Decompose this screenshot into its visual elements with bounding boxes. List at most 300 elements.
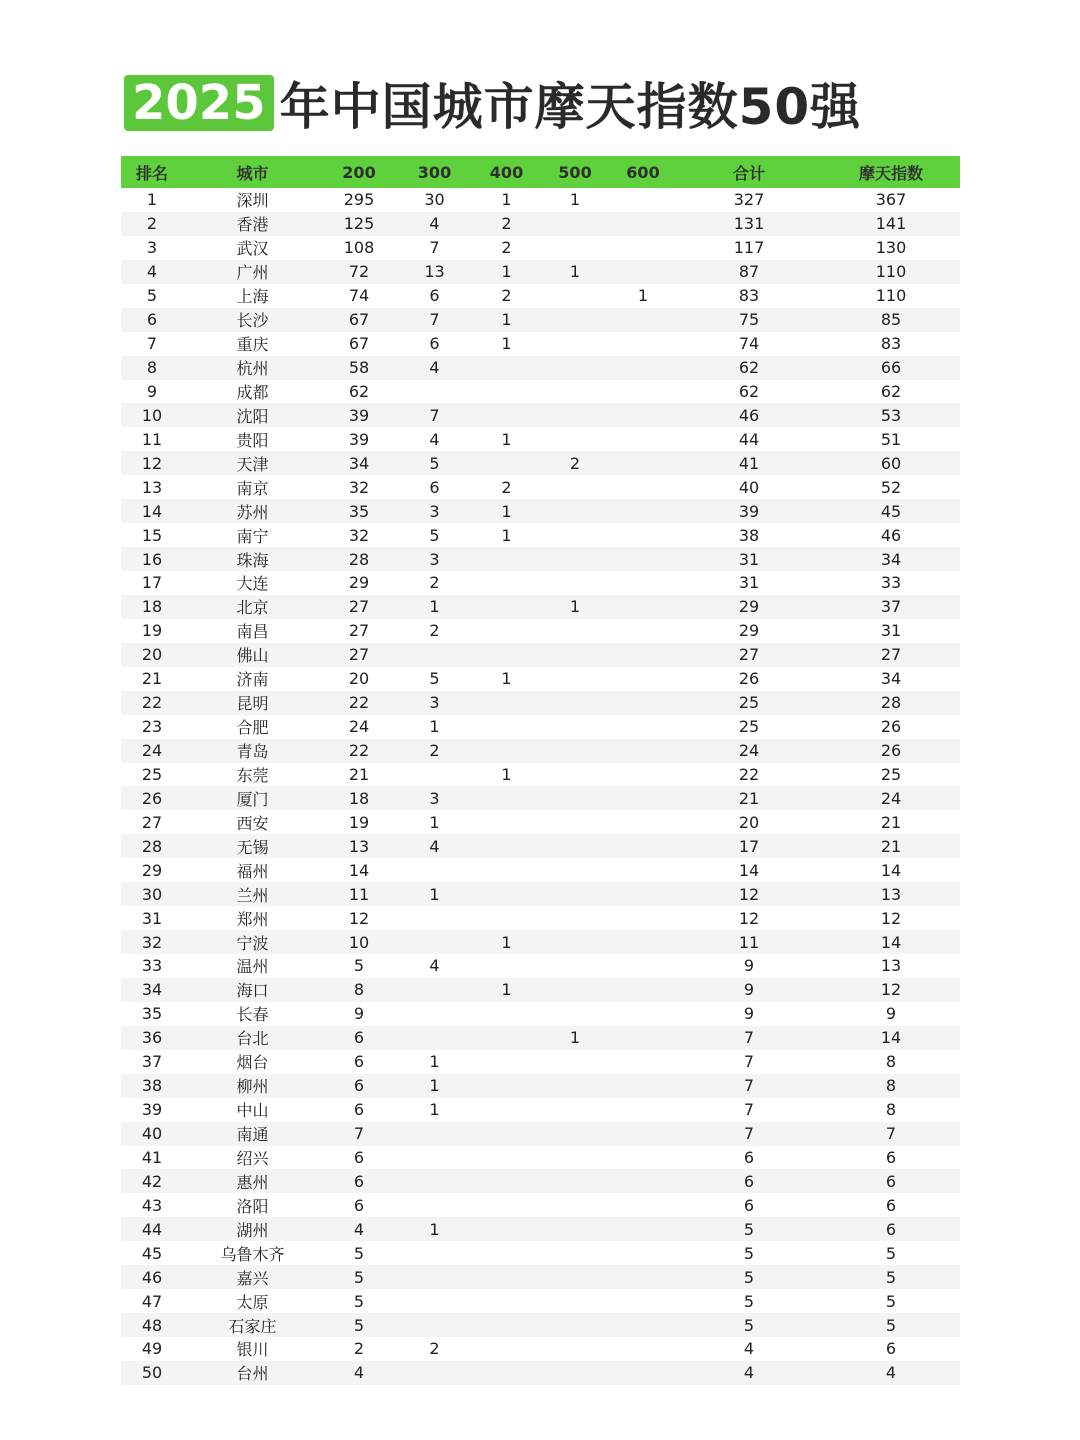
index-cell: 8 [885,1076,897,1096]
total-cell: 9 [743,956,755,976]
count-200-cell: 67 [348,334,370,354]
table-row [121,906,960,930]
count-300-cell: 2 [429,741,440,761]
table-row [121,236,960,260]
table-row [121,1313,960,1337]
year-badge: 2025 [124,75,274,131]
count-200-cell: 18 [348,788,370,808]
index-cell: 34 [880,669,902,689]
city-cell: 石家庄 [228,1316,277,1336]
total-cell: 17 [738,836,760,856]
rank-cell: 2 [146,214,158,234]
count-200-cell: 5 [353,1315,365,1335]
count-300-cell: 13 [424,262,445,282]
index-cell: 37 [880,597,902,617]
total-cell: 12 [738,884,760,904]
rank-cell: 37 [141,1052,163,1072]
count-200-cell: 4 [353,1219,365,1239]
city-cell: 济南 [236,670,269,690]
city-cell: 中山 [236,1101,269,1121]
index-cell: 8 [885,1052,897,1072]
table-row [121,1241,960,1265]
table-row [121,1217,960,1241]
index-cell: 7 [885,1124,897,1144]
count-300-cell: 3 [429,501,440,521]
city-cell: 太原 [236,1292,269,1312]
table-row [121,954,960,978]
rank-cell: 27 [141,812,163,832]
total-cell: 7 [743,1100,755,1120]
count-200-cell: 9 [353,1004,365,1024]
rank-cell: 19 [141,621,163,641]
rank-cell: 43 [141,1195,163,1215]
total-cell: 5 [743,1291,755,1311]
city-cell: 海口 [236,981,269,1001]
count-400-cell: 1 [501,334,512,354]
city-cell: 南通 [236,1125,269,1145]
city-cell: 无锡 [236,837,269,857]
count-200-cell: 108 [343,238,375,258]
city-cell: 大连 [236,574,269,594]
count-300-cell: 5 [429,525,440,545]
total-cell: 12 [738,908,760,928]
rank-cell: 22 [141,693,163,713]
count-300-cell: 1 [429,1052,440,1072]
count-200-cell: 27 [348,597,370,617]
count-500-cell: 1 [569,597,581,617]
table-row [121,212,960,236]
count-200-cell: 27 [348,621,370,641]
total-cell: 7 [743,1076,755,1096]
header-600: 600 [626,162,660,182]
city-cell: 宁波 [236,933,269,953]
count-300-cell: 2 [429,1339,440,1359]
rank-cell: 48 [141,1315,163,1335]
total-cell: 46 [738,405,760,425]
rank-cell: 9 [146,381,158,401]
city-cell: 银川 [236,1340,269,1360]
count-300-cell: 3 [429,549,440,569]
count-300-cell: 5 [429,453,440,473]
index-cell: 33 [880,573,902,593]
index-cell: 31 [880,621,902,641]
header-200: 200 [342,162,376,182]
table-row [121,475,960,499]
rank-cell: 34 [141,980,163,1000]
total-cell: 5 [743,1243,755,1263]
ranking-table [121,156,960,1385]
city-cell: 烟台 [236,1053,269,1073]
table-row [121,1122,960,1146]
city-cell: 南昌 [236,622,269,642]
index-cell: 12 [880,908,902,928]
index-cell: 60 [880,453,902,473]
table-row [121,643,960,667]
table-row [121,882,960,906]
index-cell: 21 [880,812,902,832]
count-300-cell: 7 [429,238,440,258]
table-row [121,1265,960,1289]
rank-cell: 36 [141,1028,163,1048]
total-cell: 31 [738,549,760,569]
rank-cell: 5 [146,286,158,306]
total-cell: 44 [738,429,760,449]
total-cell: 29 [738,597,760,617]
count-300-cell: 3 [429,788,440,808]
total-cell: 62 [738,381,760,401]
city-cell: 福州 [236,861,269,881]
rank-cell: 41 [141,1147,163,1167]
rank-cell: 26 [141,788,163,808]
table-row [121,1337,960,1361]
rank-cell: 45 [141,1243,163,1263]
count-400-cell: 2 [501,286,512,306]
index-cell: 25 [880,764,902,784]
count-200-cell: 5 [353,1291,365,1311]
count-200-cell: 62 [348,381,370,401]
city-cell: 柳州 [236,1077,269,1097]
index-cell: 12 [880,980,902,1000]
index-cell: 5 [885,1267,897,1287]
count-200-cell: 5 [353,1243,365,1263]
city-cell: 珠海 [236,550,269,570]
count-200-cell: 6 [353,1147,365,1167]
index-cell: 141 [875,214,907,234]
rank-cell: 14 [141,501,163,521]
rank-cell: 50 [141,1363,163,1383]
total-cell: 62 [738,358,760,378]
table-row [121,1193,960,1217]
count-200-cell: 32 [348,477,370,497]
total-cell: 7 [743,1124,755,1144]
count-300-cell: 4 [429,836,440,856]
count-200-cell: 58 [348,358,370,378]
total-cell: 7 [743,1052,755,1072]
rank-cell: 46 [141,1267,163,1287]
title-text: 年中国城市摩天指数50强 [279,78,862,136]
index-cell: 6 [885,1339,897,1359]
count-300-cell: 2 [429,573,440,593]
index-cell: 6 [885,1195,897,1215]
table-row [121,619,960,643]
total-cell: 39 [738,501,760,521]
count-300-cell: 4 [429,358,440,378]
index-cell: 6 [885,1147,897,1167]
table-row [121,786,960,810]
count-300-cell: 6 [429,477,440,497]
city-cell: 天津 [236,454,269,474]
count-200-cell: 22 [348,693,370,713]
index-cell: 83 [880,334,902,354]
total-cell: 131 [733,214,765,234]
count-300-cell: 6 [429,334,440,354]
city-cell: 兰州 [236,885,269,905]
rank-cell: 25 [141,764,163,784]
index-cell: 9 [885,1004,897,1024]
total-cell: 11 [738,932,760,952]
rank-cell: 30 [141,884,163,904]
table-row [121,188,960,212]
table-row [121,308,960,332]
header-500: 500 [558,162,592,182]
index-cell: 85 [880,310,902,330]
count-600-cell: 1 [637,286,649,306]
total-cell: 5 [743,1219,755,1239]
table-row [121,691,960,715]
total-cell: 27 [738,645,760,665]
total-cell: 6 [743,1147,755,1167]
count-200-cell: 74 [348,286,370,306]
city-cell: 温州 [236,957,269,977]
index-cell: 62 [880,381,902,401]
count-300-cell: 1 [429,812,440,832]
rank-cell: 44 [141,1219,163,1239]
table-row [121,260,960,284]
count-400-cell: 1 [501,980,512,1000]
index-cell: 24 [880,788,902,808]
count-200-cell: 72 [348,262,370,282]
city-cell: 绍兴 [236,1148,269,1168]
total-cell: 31 [738,573,760,593]
city-cell: 深圳 [236,191,269,211]
total-cell: 29 [738,621,760,641]
total-cell: 9 [743,980,755,1000]
count-400-cell: 1 [501,429,512,449]
rank-cell: 3 [146,238,158,258]
index-cell: 51 [880,429,902,449]
header-index: 摩天指数 [858,163,923,183]
count-400-cell: 1 [501,501,512,521]
header-400: 400 [489,162,524,182]
count-200-cell: 39 [348,405,370,425]
count-400-cell: 1 [501,310,512,330]
index-cell: 26 [880,717,902,737]
city-cell: 成都 [236,382,269,402]
count-200-cell: 19 [348,812,370,832]
rank-cell: 11 [141,429,163,449]
city-cell: 厦门 [236,789,269,809]
total-cell: 75 [738,310,760,330]
rank-cell: 32 [141,932,163,952]
city-cell: 湖州 [236,1220,269,1240]
city-cell: 台北 [236,1029,269,1049]
table-row [121,1002,960,1026]
city-cell: 南京 [236,478,269,498]
count-200-cell: 34 [348,453,370,473]
city-cell: 合肥 [236,718,269,738]
index-cell: 110 [875,286,907,306]
count-400-cell: 1 [501,932,512,952]
table-row [121,739,960,763]
count-200-cell: 4 [353,1363,365,1383]
rank-cell: 28 [141,836,163,856]
header-city: 城市 [236,163,269,183]
index-cell: 8 [885,1100,897,1120]
table-row [121,978,960,1002]
total-cell: 117 [733,238,765,258]
count-400-cell: 1 [501,190,512,210]
page-title [124,72,861,134]
table-row [121,403,960,427]
rank-cell: 39 [141,1100,163,1120]
count-400-cell: 1 [501,525,512,545]
table-row [121,427,960,451]
header-total: 合计 [732,163,765,183]
city-cell: 西安 [236,813,269,833]
city-cell: 重庆 [236,335,269,355]
city-cell: 乌鲁木齐 [220,1244,285,1264]
rank-cell: 42 [141,1171,163,1191]
total-cell: 24 [738,741,760,761]
table-row [121,1361,960,1385]
index-cell: 66 [880,358,902,378]
index-cell: 6 [885,1219,897,1239]
total-cell: 25 [738,717,760,737]
rank-cell: 31 [141,908,163,928]
index-cell: 52 [880,477,902,497]
rank-cell: 10 [141,405,163,425]
count-200-cell: 28 [348,549,370,569]
city-cell: 武汉 [236,239,269,259]
rank-cell: 40 [141,1124,163,1144]
rank-cell: 24 [141,741,163,761]
total-cell: 7 [743,1028,755,1048]
index-cell: 27 [880,645,902,665]
city-cell: 南宁 [236,526,269,546]
table-header [121,156,960,188]
count-200-cell: 32 [348,525,370,545]
count-200-cell: 6 [353,1195,365,1215]
city-cell: 台州 [236,1364,269,1384]
count-300-cell: 1 [429,1076,440,1096]
index-cell: 5 [885,1243,897,1263]
count-200-cell: 8 [353,980,365,1000]
total-cell: 26 [738,669,760,689]
count-200-cell: 6 [353,1052,365,1072]
rank-cell: 49 [141,1339,163,1359]
table-row [121,667,960,691]
count-200-cell: 12 [348,908,370,928]
city-cell: 上海 [236,287,269,307]
count-400-cell: 1 [501,669,512,689]
rank-cell: 23 [141,717,163,737]
count-200-cell: 24 [348,717,370,737]
count-200-cell: 11 [348,884,370,904]
city-cell: 长春 [236,1005,269,1025]
index-cell: 13 [880,956,902,976]
city-cell: 香港 [236,215,269,235]
count-300-cell: 1 [429,717,440,737]
table-row [121,1074,960,1098]
table-row [121,284,960,308]
total-cell: 20 [738,812,760,832]
index-cell: 26 [880,741,902,761]
count-300-cell: 4 [429,956,440,976]
count-200-cell: 20 [348,669,370,689]
count-200-cell: 7 [353,1124,365,1144]
rank-cell: 12 [141,453,163,473]
count-300-cell: 7 [429,405,440,425]
count-500-cell: 2 [569,453,581,473]
rank-cell: 6 [146,310,158,330]
rank-cell: 13 [141,477,163,497]
index-cell: 5 [885,1315,897,1335]
count-300-cell: 5 [429,669,440,689]
index-cell: 110 [875,262,907,282]
total-cell: 6 [743,1195,755,1215]
table-row [121,332,960,356]
rank-cell: 29 [141,860,163,880]
table-body [121,188,960,1385]
total-cell: 38 [738,525,760,545]
city-cell: 长沙 [236,311,269,331]
count-500-cell: 1 [569,262,581,282]
city-cell: 昆明 [236,694,269,714]
city-cell: 沈阳 [236,406,269,426]
index-cell: 46 [880,525,902,545]
table-row [121,834,960,858]
table-row [121,930,960,954]
table-row [121,810,960,834]
table-row [121,1098,960,1122]
count-500-cell: 1 [569,1028,581,1048]
count-300-cell: 1 [429,884,440,904]
index-cell: 14 [880,1028,902,1048]
count-400-cell: 2 [501,477,512,497]
count-200-cell: 22 [348,741,370,761]
count-200-cell: 6 [353,1100,365,1120]
index-cell: 367 [875,190,907,210]
rank-cell: 21 [141,669,163,689]
count-200-cell: 6 [353,1076,365,1096]
count-200-cell: 35 [348,501,370,521]
header-rank: 排名 [135,163,168,183]
index-cell: 21 [880,836,902,856]
count-200-cell: 5 [353,1267,365,1287]
count-500-cell: 1 [569,190,581,210]
rank-cell: 7 [146,334,158,354]
index-cell: 14 [880,860,902,880]
count-300-cell: 30 [424,190,445,210]
table-row [121,380,960,404]
count-200-cell: 10 [348,932,370,952]
total-cell: 41 [738,453,760,473]
count-400-cell: 2 [501,214,512,234]
rank-cell: 15 [141,525,163,545]
total-cell: 327 [733,190,765,210]
count-300-cell: 1 [429,1219,440,1239]
total-cell: 74 [738,334,760,354]
table-row [121,571,960,595]
count-400-cell: 2 [501,238,512,258]
rank-cell: 16 [141,549,163,569]
rank-cell: 8 [146,358,158,378]
rank-cell: 33 [141,956,163,976]
rank-cell: 17 [141,573,163,593]
rank-cell: 35 [141,1004,163,1024]
rank-cell: 47 [141,1291,163,1311]
count-400-cell: 1 [501,764,512,784]
table-row [121,763,960,787]
total-cell: 22 [738,764,760,784]
index-cell: 34 [880,549,902,569]
rank-cell: 18 [141,597,163,617]
table-row [121,1026,960,1050]
table-row [121,715,960,739]
rank-cell: 38 [141,1076,163,1096]
table-row [121,1050,960,1074]
city-cell: 佛山 [236,646,269,666]
